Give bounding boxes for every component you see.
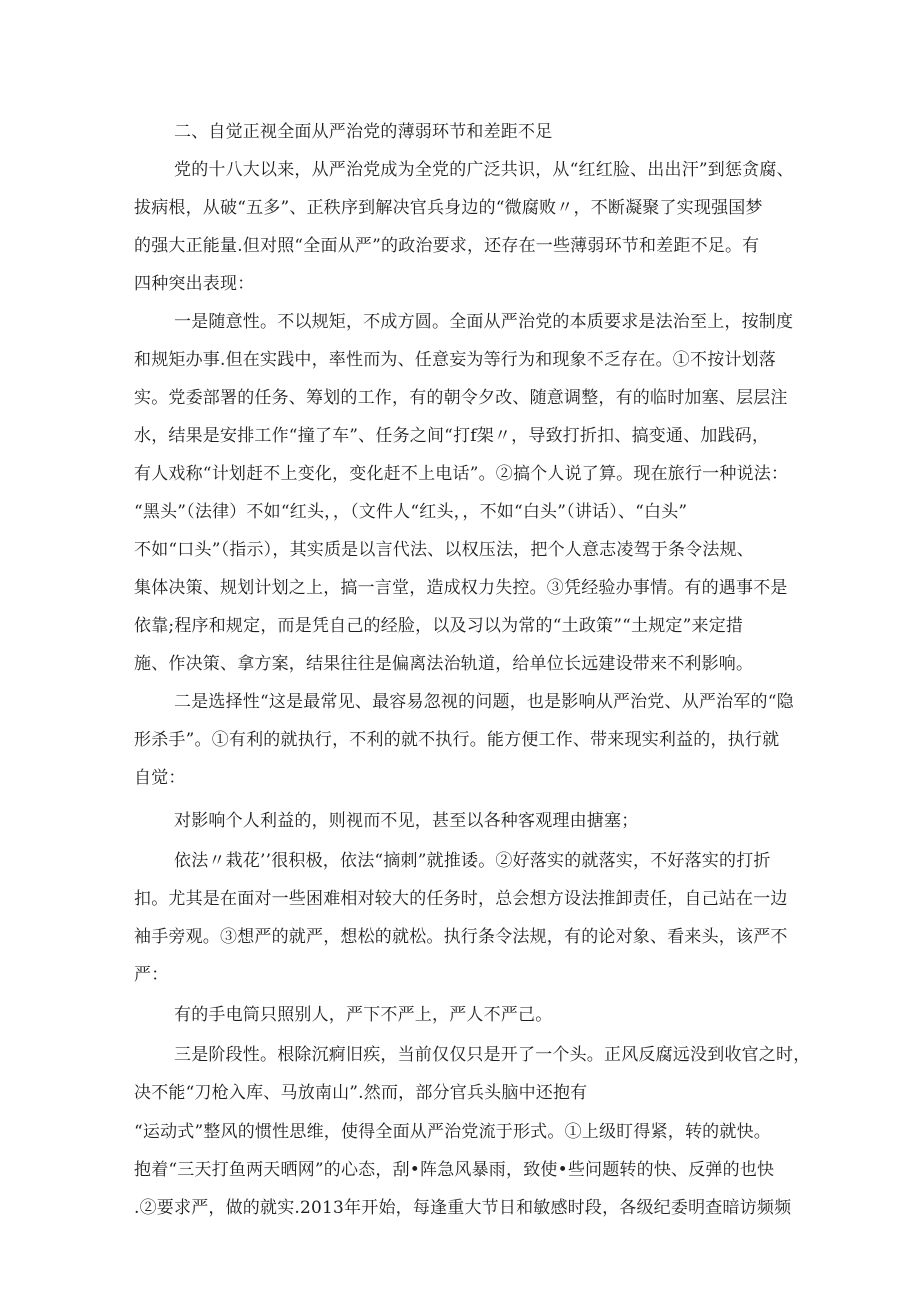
paragraph-line: 施、作决策、拿方案，结果往往是偏离法治轨道，给单位长远建设带来不利影响。 <box>134 654 754 674</box>
paragraph-line: 三是阶段性。根除沉痾旧疾，当前仅仅只是开了一个头。正风反腐远没到收官之时， <box>174 1045 811 1065</box>
section-heading: 二、自觉正视全面从严治党的薄弱环节和差距不足 <box>174 122 553 142</box>
paragraph-line: 决不能“刀枪入库、马放南山”.然而，部分官兵头脑中还抱有 <box>134 1083 588 1103</box>
paragraph-line: 有人戏称“计划赶不上变化，变化赶不上电话”。②搞个人说了算。现在旅行一种说法： <box>134 464 789 484</box>
paragraph-line: 自觉： <box>134 768 186 788</box>
paragraph-line: 集体决策、规划计划之上，搞一言堂，造成权力失控。③凭经验办事情。有的遇事不是 <box>134 578 788 598</box>
paragraph-line: .②要求严，做的就实.2013年开始，每逢重大节日和敏感时段，各级纪委明查暗访频频 <box>134 1198 792 1218</box>
paragraph-line: 二是选择性“这是最常见、最容易忽视的问题，也是影响从严治党、从严治军的“隐 <box>174 692 794 712</box>
paragraph-line: 一是随意性。不以规矩，不成方圆。全面从严治党的本质要求是法治至上，按制度 <box>174 312 794 332</box>
paragraph-line: 和规矩办事.但在实践中，率性而为、任意妄为等行为和现象不乏存在。①不按计划落 <box>134 350 777 370</box>
paragraph-line: 不如“口头”（指示），其实质是以言代法、以权压法，把个人意志凌驾于条令法规、 <box>134 540 754 560</box>
paragraph-line: 依靠;程序和规定，而是凭自己的经脸，以及习以为常的“土政策”“土规定”来定措 <box>134 616 744 636</box>
paragraph-line: 拔病根，从破“五多”、正秩序到解决官兵身边的“微腐败〃，不断凝聚了实现强国梦 <box>134 198 763 218</box>
paragraph-line: 对影响个人利益的，则视而不见，甚至以各种客观理由搪塞； <box>174 811 639 831</box>
paragraph-line: 严： <box>134 965 169 985</box>
paragraph-line: 抱着“三天打鱼两天晒网”的心态，刮•阵急风暴雨，致使•些问题转的快、反弹的也快 <box>134 1160 775 1180</box>
paragraph-line: 依法〃栽花’’很积极，依法“摘刺”就推诿。②好落实的就落实，不好落实的打折 <box>174 851 771 871</box>
paragraph-line: 水，结果是安排工作“撞了车”、任务之间“打f架〃，导致打折扣、搞变通、加践码， <box>134 426 770 446</box>
paragraph-line: 扣。尤其是在面对一些困难相对较大的任务时，总会想方设法推卸责任，自己站在一边 <box>134 889 788 909</box>
paragraph-line: 袖手旁观。③想严的就严，想松的就松。执行条令法规，有的论对象、看来头，该严不 <box>134 927 788 947</box>
paragraph-line: “黑头”（法律）不如“红头，，（文件人“红头，，不如“白头”（讲话）、“白头” <box>134 502 688 522</box>
paragraph-line: 有的手电筒只照别人，严下不严上，严人不严己。 <box>174 1005 553 1025</box>
paragraph-line: 党的十八大以来，从严治党成为全党的广泛共识，从“红红脸、出出汗”到惩贪腐、 <box>174 160 794 180</box>
paragraph-line: “运动式”整风的惯性思维，使得全面从严治党流于形式。①上级盯得紧，转的就快。 <box>134 1122 771 1142</box>
paragraph-line: 形杀手”。①有利的就执行，不利的就不执行。能方便工作、带来现实利益的，执行就 <box>134 730 780 750</box>
paragraph-line: 四种突出表现： <box>134 274 255 294</box>
paragraph-line: 实。党委部署的任务、筹划的工作，有的朝令夕改、随意调整，有的临时加塞、层层注 <box>134 388 788 408</box>
paragraph-line: 的强大正能量.但对照“全面从严”的政治要求，还存在一些薄弱环节和差距不足。有 <box>134 236 760 256</box>
